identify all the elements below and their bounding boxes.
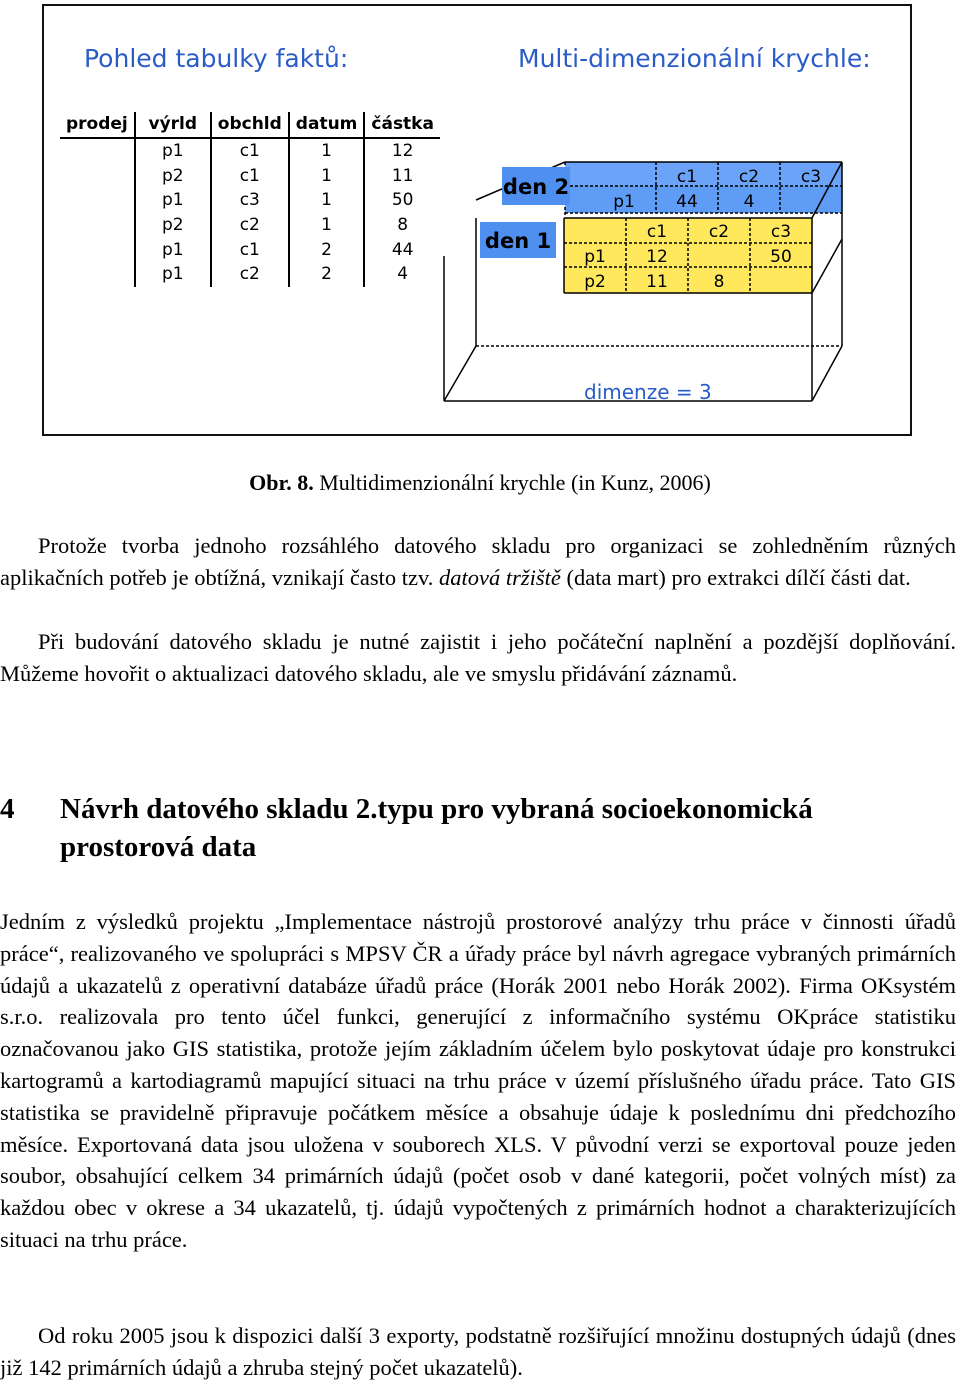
- paragraph: Od roku 2005 jsou k dispozici další 3 exporty, podstatně rozšiřující množinu dostupných údajů (dnes již 142 primárních údajů a zhruba stejný počet ukazatelů).: [0, 1323, 956, 1380]
- paragraph-italic-term: datová tržiště: [439, 564, 561, 590]
- cube-front-cell: 11: [646, 272, 668, 292]
- table-cell: 8: [364, 213, 440, 238]
- table-cell: 4: [364, 262, 440, 287]
- paragraph-text: Protože tvorba jednoho rozsáhlého datového skladu pro organizaci se zohledněním různých aplikačních potřeb je obtížná, vznikají často tzv.: [0, 533, 956, 590]
- fact-table-title: Pohled tabulky faktů:: [84, 44, 349, 73]
- table-cell: c1: [211, 164, 289, 189]
- paragraph: [0, 530, 956, 593]
- table-cell: 12: [364, 138, 440, 164]
- figure-caption: [0, 470, 960, 496]
- table-cell: 44: [364, 237, 440, 262]
- table-cell: p1: [135, 262, 211, 287]
- cube-back-row: [565, 186, 842, 213]
- table-cell: c3: [211, 188, 289, 213]
- table-cell: p1: [135, 188, 211, 213]
- col-header: výrld: [135, 112, 211, 138]
- cube-front-cell: p1: [584, 247, 606, 267]
- table-cell: 1: [289, 138, 365, 164]
- table-cell: p2: [135, 164, 211, 189]
- cube-front-cell: 50: [770, 247, 792, 267]
- col-header: prodej: [60, 112, 135, 138]
- section-number: 4: [0, 793, 15, 825]
- caption-label: Obr. 8.: [249, 470, 314, 495]
- table-cell: 50: [364, 188, 440, 213]
- cube-title: Multi-dimenzionální krychle:: [518, 44, 871, 73]
- table-cell: 1: [289, 164, 365, 189]
- col-header: datum: [289, 112, 365, 138]
- paragraph-text: (data mart) pro extrakci dílčí části dat.: [560, 564, 911, 590]
- col-header: obchld: [211, 112, 289, 138]
- cube-back-col: c1: [676, 167, 698, 187]
- table-cell: 1: [289, 213, 365, 238]
- cube-front-col: c2: [708, 222, 730, 242]
- table-cell: 11: [364, 164, 440, 189]
- figure-multidimensional-cube: [42, 4, 912, 436]
- cube-front-col: c1: [646, 222, 668, 242]
- paragraph: Při budování datového skladu je nutné zajistit i jeho počáteční naplnění a pozdější doplňování. Můžeme hovořit o aktualizaci datového skladu, ale ve smyslu přidávání záznamů.: [0, 629, 956, 686]
- caption-text: Multidimenzionální krychle (in Kunz, 2006): [313, 470, 711, 495]
- cube-front-cell: 12: [646, 247, 668, 267]
- table-cell: 2: [289, 262, 365, 287]
- cube-back-col: c2: [738, 167, 760, 187]
- section-title: Návrh datového skladu 2.typu pro vybraná socioekonomická prostorová data: [60, 793, 813, 863]
- col-header: částka: [364, 112, 440, 138]
- cube-front-cell: p2: [584, 272, 606, 292]
- table-cell: c2: [211, 262, 289, 287]
- day2-label: den 2: [502, 175, 570, 199]
- table-cell: 2: [289, 237, 365, 262]
- cube-front-cell: 8: [713, 272, 725, 292]
- cube-front-col: c3: [770, 222, 792, 242]
- dimension-label: dimenze = 3: [584, 380, 712, 404]
- table-cell: c2: [211, 213, 289, 238]
- cube-back-cell: p1: [613, 192, 635, 212]
- cube-back-col: c3: [800, 167, 822, 187]
- cube-diagram: [44, 6, 910, 434]
- table-cell: p1: [135, 237, 211, 262]
- cube-back-cell: 4: [743, 192, 755, 212]
- table-cell: p1: [135, 138, 211, 164]
- paragraph: Jedním z výsledků projektu „Implementace nástrojů prostorové analýzy trhu práce v činnosti úřadů práce“, realizovaného ve spolupráci s MPSV ČR a úřady práce byl návrh agregace vybraných primárních údajů a ukazatelů z operativní databáze úřadů práce (Horák 2001 nebo Horák 2002). Firma OKsystém s.r.o. realizovala pro tento účel funkci, generující z informačního systému OKpráce statistiku označovanou jako GIS statistika, protože jejím základním účelem bylo poskytovat údaje pro konstrukci kartogramů a kartodiagramů mapující situaci na trhu práce v území příslušného úřadu práce. Tato GIS statistika se pravidelně připravuje počátkem měsíce a obsahuje údaje k poslednímu dni předchozího měsíce. Exportovaná data jsou uložena v souborech XLS. V původní verzi se exportoval pouze jeden soubor, obsahující celkem 34 primárních údajů (počet osob v dané kategorii, počet volných míst) za každou obec v okrese a 34 ukazatelů, tj. údajů vypočtených z primárních hodnot a charakterizujících situaci na trhu práce.: [0, 909, 956, 1252]
- table-cell: c1: [211, 138, 289, 164]
- table-cell: p2: [135, 213, 211, 238]
- table-cell: c1: [211, 237, 289, 262]
- cube-back-cell: 44: [676, 192, 698, 212]
- day1-label: den 1: [484, 229, 552, 253]
- table-cell: 1: [289, 188, 365, 213]
